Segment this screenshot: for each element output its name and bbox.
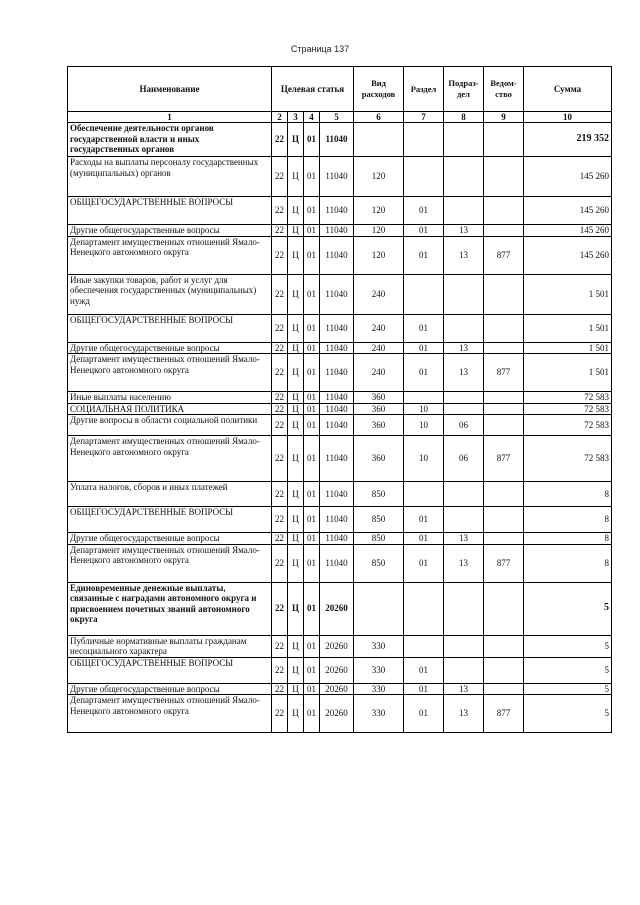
row-code-8: 13 <box>444 354 484 392</box>
row-code-5: 11040 <box>320 314 354 342</box>
row-code-6 <box>354 582 404 635</box>
row-code-8 <box>444 392 484 404</box>
row-name: СОЦИАЛЬНАЯ ПОЛИТИКА <box>68 403 272 415</box>
row-code-9 <box>484 482 524 507</box>
row-code-9 <box>484 123 524 157</box>
row-code-3: Ц <box>288 225 304 237</box>
table-row <box>68 533 612 545</box>
colnum-3: 3 <box>288 112 304 123</box>
row-code-3: Ц <box>288 544 304 582</box>
row-code-5: 20260 <box>320 683 354 695</box>
row-code-8 <box>444 657 484 683</box>
colnum-5: 5 <box>320 112 354 123</box>
row-code-3: Ц <box>288 123 304 157</box>
row-sum: 145 260 <box>524 157 612 197</box>
row-name: Уплата налогов, сборов и иных платежей <box>68 482 272 507</box>
row-code-3: Ц <box>288 683 304 695</box>
row-code-5: 11040 <box>320 354 354 392</box>
column-number-row <box>68 112 612 123</box>
row-code-5: 11040 <box>320 403 354 415</box>
row-code-9 <box>484 657 524 683</box>
row-code-6: 850 <box>354 544 404 582</box>
row-code-7: 01 <box>404 507 444 533</box>
row-code-9: 877 <box>484 236 524 274</box>
row-sum: 8 <box>524 482 612 507</box>
row-sum: 72 583 <box>524 436 612 482</box>
row-code-8 <box>444 635 484 657</box>
header-exp-type: Вид расходов <box>354 67 404 112</box>
row-code-7 <box>404 123 444 157</box>
row-code-7 <box>404 274 444 314</box>
row-code-3: Ц <box>288 507 304 533</box>
row-code-7: 01 <box>404 342 444 354</box>
row-code-6: 240 <box>354 354 404 392</box>
row-code-3: Ц <box>288 695 304 733</box>
row-code-7: 01 <box>404 544 444 582</box>
row-code-8: 13 <box>444 225 484 237</box>
table-row <box>68 507 612 533</box>
row-code-2: 22 <box>272 533 288 545</box>
table-row <box>68 225 612 237</box>
row-code-6: 360 <box>354 415 404 436</box>
row-code-2: 22 <box>272 507 288 533</box>
header-subsection: Подраз-дел <box>444 67 484 112</box>
row-sum: 145 260 <box>524 236 612 274</box>
table-row <box>68 314 612 342</box>
table-row <box>68 582 612 635</box>
row-code-8: 13 <box>444 695 484 733</box>
row-name: ОБЩЕГОСУДАРСТВЕННЫЕ ВОПРОСЫ <box>68 657 272 683</box>
row-sum: 8 <box>524 533 612 545</box>
row-sum: 72 583 <box>524 415 612 436</box>
row-code-9: 877 <box>484 695 524 733</box>
row-code-5: 20260 <box>320 582 354 635</box>
row-code-4: 01 <box>304 157 320 197</box>
table-row <box>68 657 612 683</box>
row-code-7 <box>404 635 444 657</box>
row-name: Публичные нормативные выплаты гражданам несоциального характера <box>68 635 272 657</box>
row-code-8: 13 <box>444 236 484 274</box>
row-code-2: 22 <box>272 123 288 157</box>
row-code-9 <box>484 197 524 225</box>
row-code-3: Ц <box>288 635 304 657</box>
row-code-5: 11040 <box>320 225 354 237</box>
row-code-4: 01 <box>304 507 320 533</box>
row-code-9 <box>484 635 524 657</box>
row-code-3: Ц <box>288 392 304 404</box>
row-code-4: 01 <box>304 354 320 392</box>
colnum-10: 10 <box>524 112 612 123</box>
row-code-3: Ц <box>288 582 304 635</box>
row-code-6: 240 <box>354 342 404 354</box>
row-name: Департамент имущественных отношений Ямало-Ненецкого автономного округа <box>68 236 272 274</box>
row-sum: 1 501 <box>524 354 612 392</box>
row-code-8 <box>444 507 484 533</box>
header-row <box>68 67 612 112</box>
row-code-8: 13 <box>444 683 484 695</box>
row-code-3: Ц <box>288 657 304 683</box>
row-code-3: Ц <box>288 415 304 436</box>
row-code-6: 850 <box>354 482 404 507</box>
row-code-7: 01 <box>404 197 444 225</box>
row-code-5: 20260 <box>320 657 354 683</box>
row-code-2: 22 <box>272 582 288 635</box>
row-code-5: 11040 <box>320 342 354 354</box>
row-code-4: 01 <box>304 274 320 314</box>
row-code-5: 11040 <box>320 197 354 225</box>
row-code-5: 11040 <box>320 415 354 436</box>
row-code-5: 11040 <box>320 436 354 482</box>
table-row <box>68 544 612 582</box>
row-code-3: Ц <box>288 354 304 392</box>
row-name: Расходы на выплаты персоналу государственных (муниципальных) органов <box>68 157 272 197</box>
row-code-6: 240 <box>354 274 404 314</box>
table-row <box>68 354 612 392</box>
row-sum: 1 501 <box>524 342 612 354</box>
row-code-4: 01 <box>304 415 320 436</box>
row-code-3: Ц <box>288 274 304 314</box>
row-code-3: Ц <box>288 533 304 545</box>
row-code-9 <box>484 392 524 404</box>
row-code-7 <box>404 392 444 404</box>
row-name: Департамент имущественных отношений Ямало-Ненецкого автономного округа <box>68 544 272 582</box>
row-code-6: 120 <box>354 157 404 197</box>
row-code-8: 13 <box>444 533 484 545</box>
row-code-5: 11040 <box>320 507 354 533</box>
row-name: Другие общегосударственные вопросы <box>68 533 272 545</box>
row-name: Другие вопросы в области социальной политики <box>68 415 272 436</box>
table-row <box>68 683 612 695</box>
row-code-6: 330 <box>354 695 404 733</box>
header-dept: Ведом-ство <box>484 67 524 112</box>
row-code-3: Ц <box>288 436 304 482</box>
row-code-9 <box>484 582 524 635</box>
table-row <box>68 342 612 354</box>
table-row <box>68 123 612 157</box>
table-row <box>68 695 612 733</box>
colnum-2: 2 <box>272 112 288 123</box>
colnum-8: 8 <box>444 112 484 123</box>
table-row <box>68 197 612 225</box>
row-sum: 145 260 <box>524 197 612 225</box>
row-code-2: 22 <box>272 236 288 274</box>
row-sum: 8 <box>524 507 612 533</box>
row-sum: 145 260 <box>524 225 612 237</box>
row-code-9 <box>484 415 524 436</box>
row-code-8: 06 <box>444 436 484 482</box>
row-code-8 <box>444 482 484 507</box>
row-code-2: 22 <box>272 635 288 657</box>
row-code-6 <box>354 123 404 157</box>
row-code-2: 22 <box>272 544 288 582</box>
row-code-8 <box>444 314 484 342</box>
row-code-2: 22 <box>272 482 288 507</box>
page-number: Страница 137 <box>290 44 350 54</box>
row-code-6: 120 <box>354 197 404 225</box>
row-code-3: Ц <box>288 157 304 197</box>
row-code-2: 22 <box>272 157 288 197</box>
row-code-9 <box>484 157 524 197</box>
row-code-4: 01 <box>304 582 320 635</box>
row-name: Другие общегосударственные вопросы <box>68 342 272 354</box>
row-code-9 <box>484 314 524 342</box>
table-row <box>68 403 612 415</box>
row-code-5: 20260 <box>320 635 354 657</box>
row-sum: 1 501 <box>524 314 612 342</box>
row-code-7: 01 <box>404 225 444 237</box>
colnum-1: 1 <box>68 112 272 123</box>
row-code-3: Ц <box>288 342 304 354</box>
row-name: ОБЩЕГОСУДАРСТВЕННЫЕ ВОПРОСЫ <box>68 507 272 533</box>
row-code-8: 13 <box>444 342 484 354</box>
row-code-3: Ц <box>288 197 304 225</box>
row-code-8: 06 <box>444 415 484 436</box>
row-code-6: 850 <box>354 533 404 545</box>
row-code-5: 11040 <box>320 482 354 507</box>
row-code-5: 11040 <box>320 157 354 197</box>
row-code-8 <box>444 123 484 157</box>
table-row <box>68 415 612 436</box>
row-code-4: 01 <box>304 197 320 225</box>
colnum-6: 6 <box>354 112 404 123</box>
row-code-4: 01 <box>304 314 320 342</box>
row-code-4: 01 <box>304 544 320 582</box>
row-code-7: 10 <box>404 436 444 482</box>
row-code-4: 01 <box>304 123 320 157</box>
row-code-4: 01 <box>304 436 320 482</box>
row-name: Другие общегосударственные вопросы <box>68 225 272 237</box>
row-code-9: 877 <box>484 436 524 482</box>
row-code-5: 11040 <box>320 236 354 274</box>
row-code-7: 10 <box>404 415 444 436</box>
row-sum: 5 <box>524 695 612 733</box>
row-code-7: 01 <box>404 695 444 733</box>
row-code-6: 360 <box>354 392 404 404</box>
row-code-7 <box>404 582 444 635</box>
row-code-6: 330 <box>354 683 404 695</box>
row-code-7: 01 <box>404 236 444 274</box>
row-name: Другие общегосударственные вопросы <box>68 683 272 695</box>
row-code-2: 22 <box>272 403 288 415</box>
row-code-9: 877 <box>484 544 524 582</box>
row-code-3: Ц <box>288 482 304 507</box>
row-code-8 <box>444 157 484 197</box>
budget-table <box>67 66 612 733</box>
colnum-7: 7 <box>404 112 444 123</box>
row-code-4: 01 <box>304 695 320 733</box>
row-code-4: 01 <box>304 236 320 274</box>
row-code-6: 360 <box>354 403 404 415</box>
row-code-2: 22 <box>272 436 288 482</box>
row-code-2: 22 <box>272 683 288 695</box>
row-code-5: 11040 <box>320 392 354 404</box>
row-code-8: 13 <box>444 544 484 582</box>
row-code-4: 01 <box>304 683 320 695</box>
row-code-5: 11040 <box>320 533 354 545</box>
table-row <box>68 436 612 482</box>
row-code-2: 22 <box>272 314 288 342</box>
row-code-5: 11040 <box>320 274 354 314</box>
table-body <box>68 67 612 733</box>
header-sum: Сумма <box>524 67 612 112</box>
row-name: Иные выплаты населению <box>68 392 272 404</box>
row-code-3: Ц <box>288 314 304 342</box>
row-code-9 <box>484 683 524 695</box>
row-code-9 <box>484 342 524 354</box>
row-code-2: 22 <box>272 695 288 733</box>
row-sum: 5 <box>524 582 612 635</box>
table-row <box>68 236 612 274</box>
table-row <box>68 274 612 314</box>
row-sum: 5 <box>524 657 612 683</box>
row-code-2: 22 <box>272 197 288 225</box>
row-code-6: 240 <box>354 314 404 342</box>
row-code-2: 22 <box>272 274 288 314</box>
row-code-6: 330 <box>354 657 404 683</box>
row-code-7 <box>404 482 444 507</box>
row-code-7: 10 <box>404 403 444 415</box>
table-row <box>68 482 612 507</box>
row-sum: 5 <box>524 635 612 657</box>
header-section: Раздел <box>404 67 444 112</box>
row-code-8 <box>444 582 484 635</box>
row-code-8 <box>444 274 484 314</box>
row-code-7: 01 <box>404 354 444 392</box>
row-sum: 5 <box>524 683 612 695</box>
row-sum: 219 352 <box>524 123 612 157</box>
row-name: Департамент имущественных отношений Ямало-Ненецкого автономного округа <box>68 695 272 733</box>
row-code-4: 01 <box>304 342 320 354</box>
row-name: Единовременные денежные выплаты, связанные с наградами автономного округа и присвоением почетных званий автономного округа <box>68 582 272 635</box>
row-name: Департамент имущественных отношений Ямало-Ненецкого автономного округа <box>68 354 272 392</box>
colnum-4: 4 <box>304 112 320 123</box>
row-code-4: 01 <box>304 482 320 507</box>
row-code-4: 01 <box>304 657 320 683</box>
table-row <box>68 392 612 404</box>
row-code-2: 22 <box>272 225 288 237</box>
row-code-4: 01 <box>304 225 320 237</box>
colnum-9: 9 <box>484 112 524 123</box>
row-code-6: 120 <box>354 236 404 274</box>
row-name: ОБЩЕГОСУДАРСТВЕННЫЕ ВОПРОСЫ <box>68 314 272 342</box>
row-code-9 <box>484 533 524 545</box>
row-code-4: 01 <box>304 392 320 404</box>
row-code-7: 01 <box>404 314 444 342</box>
row-code-5: 11040 <box>320 123 354 157</box>
row-code-6: 120 <box>354 225 404 237</box>
row-code-2: 22 <box>272 354 288 392</box>
row-code-9: 877 <box>484 354 524 392</box>
row-code-6: 850 <box>354 507 404 533</box>
row-sum: 8 <box>524 544 612 582</box>
table-row <box>68 157 612 197</box>
row-code-9 <box>484 274 524 314</box>
row-code-6: 330 <box>354 635 404 657</box>
row-code-8 <box>444 197 484 225</box>
header-name: Наименование <box>68 67 272 112</box>
row-code-7: 01 <box>404 683 444 695</box>
row-code-5: 11040 <box>320 544 354 582</box>
row-code-6: 360 <box>354 436 404 482</box>
header-target: Целевая статья <box>272 67 354 112</box>
row-code-7 <box>404 157 444 197</box>
row-code-2: 22 <box>272 342 288 354</box>
row-code-9 <box>484 225 524 237</box>
row-name: Обеспечение деятельности органов государственной власти и иных государственных органов <box>68 123 272 157</box>
row-code-4: 01 <box>304 635 320 657</box>
row-code-9 <box>484 507 524 533</box>
row-code-7: 01 <box>404 533 444 545</box>
row-code-4: 01 <box>304 403 320 415</box>
row-code-2: 22 <box>272 415 288 436</box>
row-code-3: Ц <box>288 236 304 274</box>
row-code-9 <box>484 403 524 415</box>
row-code-2: 22 <box>272 657 288 683</box>
row-sum: 72 583 <box>524 403 612 415</box>
row-code-5: 20260 <box>320 695 354 733</box>
row-code-3: Ц <box>288 403 304 415</box>
row-sum: 72 583 <box>524 392 612 404</box>
row-name: Департамент имущественных отношений Ямало-Ненецкого автономного округа <box>68 436 272 482</box>
row-name: ОБЩЕГОСУДАРСТВЕННЫЕ ВОПРОСЫ <box>68 197 272 225</box>
row-code-8 <box>444 403 484 415</box>
row-code-7: 01 <box>404 657 444 683</box>
row-code-2: 22 <box>272 392 288 404</box>
row-name: Иные закупки товаров, работ и услуг для обеспечения государственных (муниципальных) нужд <box>68 274 272 314</box>
table-row <box>68 635 612 657</box>
row-code-4: 01 <box>304 533 320 545</box>
row-sum: 1 501 <box>524 274 612 314</box>
